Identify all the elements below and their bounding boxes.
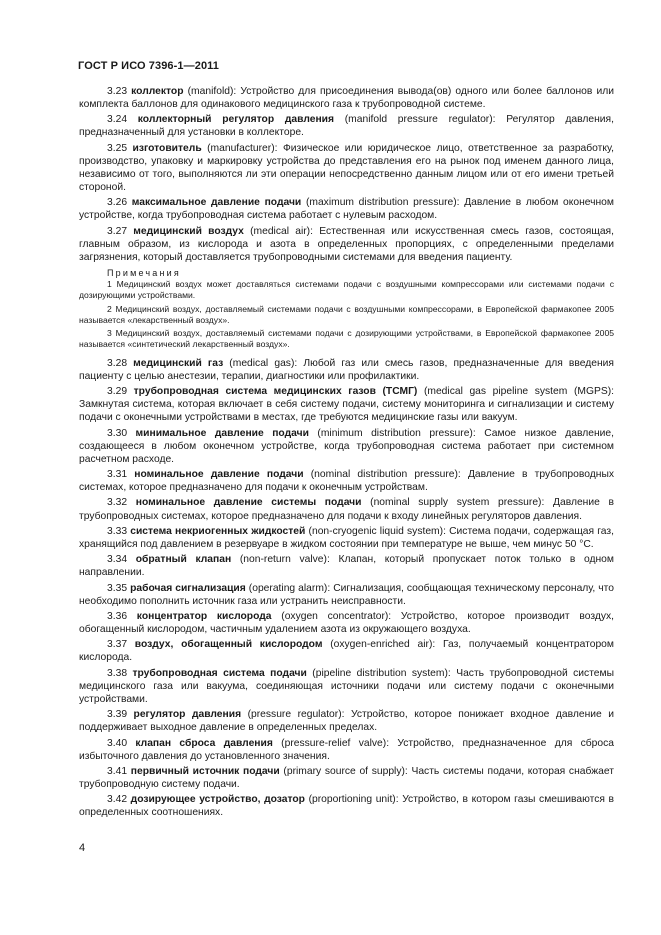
definition-number: 3.23 [107, 86, 128, 97]
definition-number: 3.40 [107, 737, 128, 749]
definition-number: 3.27 [107, 225, 128, 237]
definition-term: медицинский воздух [133, 225, 244, 237]
definition-paragraph [79, 610, 614, 636]
definitions-top [79, 85, 614, 264]
definition-paragraph [79, 196, 614, 222]
definition-term: первичный источник подачи [130, 765, 280, 777]
definition-term: трубопроводная система медицинских газов (ТСМГ) [133, 386, 418, 398]
definition-text: (pressure-relief valve): Устройство, предназначенное для сброса избыточного давления до установленного значения. [79, 737, 614, 762]
definition-paragraph [79, 357, 614, 383]
definition-text: (operating alarm): Сигнализация, сообщающая техническому персоналу, что необходимо пополнить источник газа или устранить неисправности. [79, 582, 614, 607]
note-item: 3 Медицинский воздух, доставляемый системами подачи с дозирующими устройствами, в Европейской фармакопее 2005 называется «синтетический лекарственный воздух». [79, 328, 614, 350]
definition-paragraph [79, 793, 614, 819]
definition-number: 3.26 [107, 197, 128, 209]
definition-number: 3.39 [107, 709, 128, 721]
definition-paragraph [79, 553, 614, 579]
notes-block [79, 268, 614, 351]
definition-text: (manifold): Устройство для присоединения вывода(ов) одного или более баллонов или комплекта баллонов для одинакового медицинского газа к трубопроводной системе. [79, 86, 614, 111]
definition-paragraph [79, 667, 614, 706]
definition-text: (oxygen-enriched air): Газ, получаемый концентратором кислорода. [79, 639, 614, 664]
definition-term: воздух, обогащенный кислородом [134, 639, 323, 651]
definition-text: (medical air): Естественная или искусственная смесь газов, состоящая, главным образом, из кислорода и азота в определенных пропорциях, с определенными пределами загрязнения, который доставляется трубопроводными системами для введения пациенту. [79, 225, 614, 263]
definition-term: регулятор давления [133, 709, 242, 721]
definition-text: (primary source of supply): Часть системы подачи, которая снабжает трубопроводную систему подачи. [79, 765, 614, 790]
definition-term: минимальное давление подачи [135, 427, 309, 439]
document-body [79, 85, 614, 822]
definition-text: (nominal supply system pressure): Давление в трубопроводных системах, которое предназначено для подачи к входу линейных регуляторов давления. [79, 497, 614, 522]
definition-text: (nominal distribution pressure): Давление в трубопроводных системах, которое предназначено для подачи к оконечным устройствам. [79, 469, 614, 494]
definition-text: (manifold pressure regulator): Регулятор давления, предназначенный для установки в коллекторе. [79, 114, 614, 139]
definition-paragraph [79, 468, 614, 494]
definition-text: (non-return valve): Клапан, который пропускает поток только в одном направлении. [79, 554, 614, 579]
definition-number: 3.37 [107, 639, 128, 651]
definition-number: 3.32 [107, 497, 128, 509]
definitions-bottom [79, 357, 614, 820]
definition-term: система некриогенных жидкостей [130, 525, 306, 537]
definition-number: 3.33 [107, 525, 128, 537]
definition-paragraph [79, 765, 614, 791]
definition-text: (non-cryogenic liquid system): Система подачи, содержащая газ, хранящийся под давлением в резервуаре в жидком состоянии при температуре не выше, чем минус 50 °С. [79, 525, 614, 550]
notes-list [79, 279, 614, 351]
definition-term: коллекторный регулятор давления [137, 114, 335, 126]
definition-number: 3.29 [107, 386, 128, 398]
definition-term: трубопроводная система подачи [132, 667, 307, 679]
definition-text: (oxygen concentrator): Устройство, которое производит воздух, обогащенный кислородом, частичным удалением азота из окружающего воздуха. [79, 610, 614, 636]
definition-term: номинальное давление системы подачи [135, 497, 362, 509]
definition-number: 3.24 [107, 114, 128, 126]
definition-paragraph [79, 225, 614, 264]
definition-paragraph [79, 525, 614, 551]
definition-text: (medical gas pipeline system (MGPS): Замкнутая система, которая включает в себя систему подачи, систему мониторинга и сигнализации и систему подачи с оконечными устройствами в местах, где требуются медицинские газы или вакуум. [79, 386, 614, 424]
definition-term: концентратор кислорода [136, 610, 272, 622]
definition-term: медицинский газ [133, 357, 224, 369]
definition-term: номинальное давление подачи [134, 469, 304, 481]
definition-number: 3.25 [107, 142, 128, 154]
definition-number: 3.35 [107, 582, 128, 594]
definition-number: 3.34 [107, 554, 128, 566]
definition-number: 3.38 [107, 667, 128, 679]
definition-paragraph [79, 582, 614, 608]
definition-paragraph [79, 427, 614, 466]
definition-paragraph [79, 737, 614, 763]
definition-text: (medical gas): Любой газ или смесь газов, предназначенные для введения пациенту с целью анестезии, терапии, диагностики или профилактики. [79, 357, 614, 382]
definition-term: обратный клапан [135, 554, 232, 566]
definition-paragraph [79, 385, 614, 424]
definition-term: максимальное давление подачи [131, 197, 302, 209]
definition-paragraph [79, 142, 614, 194]
definition-text: (manufacturer): Физическое или юридическое лицо, ответственное за разработку, производство, упаковку и маркировку устройства до представления его на рынок под именем данного лица, независимо от того, выполняются ли эти операции непосредственно данным лицом или от его имени третьей стороной. [79, 142, 614, 194]
definition-paragraph [79, 708, 614, 734]
definition-paragraph [79, 496, 614, 522]
definition-number: 3.31 [107, 469, 128, 481]
page-number: 4 [79, 842, 86, 854]
document-header: ГОСТ Р ИСО 7396-1—2011 [78, 60, 219, 72]
definition-number: 3.28 [107, 357, 128, 369]
definition-text: (proportioning unit): Устройство, в котором газы смешиваются в определенных соотношениях. [79, 794, 614, 819]
definition-paragraph [79, 85, 614, 111]
definition-term: дозирующее устройство, дозатор [130, 794, 305, 806]
definition-text: (pipeline distribution system): Часть трубопроводной системы медицинского газа или вакуума, соединяющая источники подачи или систему подачи с оконечными устройствами. [79, 667, 615, 705]
definition-text: (pressure regulator): Устройство, которое понижает входное давление и поддерживает выходное давление в определенных пределах. [79, 709, 614, 734]
definition-term: рабочая сигнализация [130, 582, 246, 594]
definition-number: 3.36 [107, 610, 128, 622]
definition-number: 3.42 [107, 794, 128, 806]
definition-number: 3.30 [107, 427, 128, 439]
definition-term: изготовитель [132, 142, 202, 154]
definition-term: коллектор [131, 86, 184, 97]
definition-number: 3.41 [107, 765, 128, 777]
note-item: 1 Медицинский воздух может доставляться системами подачи с воздушными компрессорами или системами подачи с дозирующими устройствами. [79, 278, 614, 301]
definition-text: (maximum distribution pressure): Давление в любом оконечном устройстве, когда трубопроводная система работает с нулевым расходом. [79, 197, 614, 222]
definition-text: (minimum distribution pressure): Самое низкое давление, создающееся в любом оконечном устройстве, когда трубопроводная система работает при системном расчетном расходе. [79, 427, 614, 465]
note-item: 2 Медицинский воздух, доставляемый системами подачи с воздушными компрессорами, в Европейской фармакопее 2005 называется «лекарственный воздух». [79, 303, 614, 325]
definition-paragraph [79, 113, 614, 139]
notes-title: Примечания [107, 267, 181, 278]
definition-paragraph [79, 638, 614, 664]
definition-term: клапан сброса давления [135, 737, 273, 749]
